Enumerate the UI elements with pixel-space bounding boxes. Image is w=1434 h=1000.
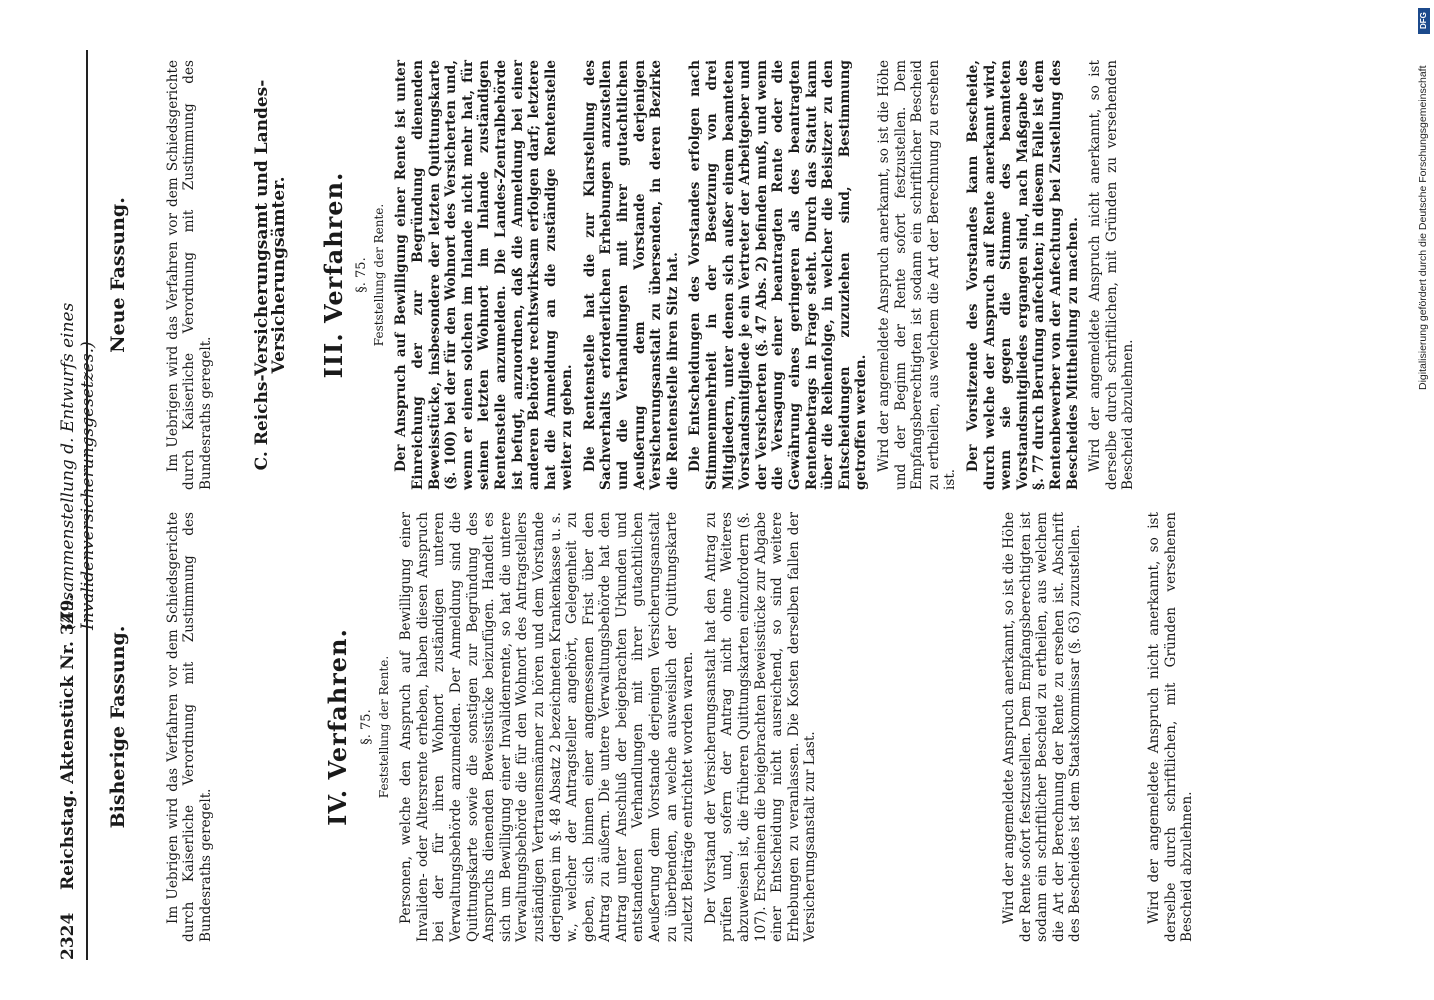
left-column-heading: Bisherige Fassung. [107, 625, 129, 829]
left-p4: Wird der angemeldete Anspruch nicht anerkannt, so ist derselbe durch schriftlichen, mit Gründen versehenen Bescheid abzulehnen. [1145, 512, 1196, 942]
page-number: 2324 [58, 912, 78, 960]
right-column-heading: Neue Fassung. [107, 197, 129, 353]
left-section-heading: IV. Verfahren. [323, 628, 353, 826]
right-p1: Der Anspruch auf Bewilligung einer Rente ist unter Einreichung der zur Begründung dienenden Beweisstücke, insbesondere der letzten Quittungskarte (§. 100) bei der für den Wohnort des Versicherten und, wenn er einen solchen im Inlande nicht mehr hat, für seinen letzten Wohnort im Inlande zuständigen Rentenstelle anzumelden. Die Landes-Zentralbehörde ist befugt, anzuordnen, daß die Anmeldung bei einer anderen Behörde rechtswirksam erfolgen darf; letztere hat die Anmeldung an die zuständige Rentenstelle weiter zu geben. [393, 60, 576, 490]
header-subtitle: (Zusammenstellung d. Entwurfs eines Invalidenversicherungsgesetzes.) [58, 302, 98, 630]
right-p4: Wird der angemeldete Anspruch anerkannt, so ist die Höhe und der Beginn der Rente sofort festzustellen. Dem Empfangsberechtigten ist sodann ein schriftlicher Bescheid zu ertheilen, aus welchem die Art der Berechnung zu ersehen ist. [875, 60, 959, 490]
left-paragraph-title: Feststellung der Rente. [376, 655, 391, 799]
right-p2: Die Rentenstelle hat die zur Klarstellung des Sachverhalts erforderlichen Erhebungen anzustellen und die Verhandlungen mit ihrer gutachtlichen Aeußerung dem Vorstande derjenigen Versicherungsanstalt zu übersenden, in deren Bezirke die Rentenstelle ihren Sitz hat. [581, 60, 681, 490]
digitization-credit [1416, 10, 1430, 990]
left-para-1: Im Uebrigen wird das Verfahren vor dem Schiedsgerichte durch Kaiserliche Verordnung mit Zustimmung des Bundesraths geregelt. [164, 512, 214, 942]
header-title: Reichstag. Aktenstück Nr. 349. [58, 593, 78, 890]
dfg-logo: DFG [1418, 8, 1430, 34]
left-p3: Wird der angemeldete Anspruch anerkannt, so ist die Höhe der Rente sofort festzustellen. Dem Empfangsberechtigten ist sodann ein schriftlicher Bescheid zu ertheilen, aus welchem die Art der Berechnung der Rente zu ersehen ist. Abschrift des Bescheides ist dem Staatskommissar (§. 63) zuzustellen. [1001, 512, 1084, 942]
right-para-1: Im Uebrigen wird das Verfahren vor dem Schiedsgerichte durch Kaiserliche Verordnung mit Zustimmung des Bundesraths geregelt. [164, 60, 214, 490]
header-rule [86, 50, 88, 960]
left-column [96, 512, 1202, 942]
credit-text: Digitalisierung gefördert durch die Deutsche Forschungsgemeinschaft [1417, 65, 1429, 390]
right-subsection-heading: C. Reichs-Versicherungsamt und Landes-Versicherungsämter. [252, 79, 289, 471]
right-p5: Der Vorsitzende des Vorstandes kann Bescheide, durch welche der Anspruch auf Rente anerkannt wird, wenn sie gegen die Stimme des beamteten Vorstandsmitgliedes ergangen sind, nach Maßgabe des §. 77 durch Berufung anfechten; in diesem Falle ist dem Rentenbewerber von der Anfechtung bei Zustellung des Bescheides Mittheilung zu machen. [964, 60, 1081, 490]
right-p6: Wird der angemeldete Anspruch nicht anerkannt, so ist derselbe durch schriftlichen, mit Gründen zu versehenden Bescheid abzulehnen. [1087, 60, 1137, 490]
right-paragraph-number: §. 75. [354, 257, 370, 293]
left-paragraph-number: §. 75. [358, 709, 374, 745]
left-p2: Der Vorstand der Versicherungsanstalt hat den Antrag zu prüfen und, sofern der Antrag nicht ohne Weiteres abzuweisen ist, die früheren Quittungskarten einzufordern (§. 107). Erscheinen die beigebrachten Beweisstücke zur Abgabe einer Entscheidung nicht ausreichend, so sind weitere Erhebungen zu veranlassen. Die Kosten derselben fallen der Versicherungsanstalt zur Last. [702, 512, 819, 942]
left-p1: Personen, welche den Anspruch auf Bewilligung einer Invaliden- oder Altersrente erheben, haben diesen Anspruch bei der für ihren Wohnort zuständigen unteren Verwaltungsbehörde anzumelden. Der Anmeldung sind die Quittungskarte sowie die sonstigen zur Begründung des Anspruchs dienenden Beweisstücke beizufügen. Handelt es sich um Bewilligung einer Invalidenrente, so hat die untere Verwaltungsbehörde die für den Wohnort des Antragstellers zuständigen Vertrauensmänner zu hören und dem Vorstande derjenigen im §. 48 Absatz 2 bezeichneten Krankenkasse u. s. w., welcher der Antragsteller angehört, Gelegenheit zu geben, sich binnen einer angemessenen Frist über den Antrag zu äußern. Die untere Verwaltungsbehörde hat den Antrag unter Anschluß der beigebrachten Urkunden und entstandenen Verhandlungen mit ihrer gutachtlichen Aeußerung dem Vorstande derjenigen Versicherungsanstalt zu überbenden, an welche ausweislich der Quittungskarte zuletzt Beiträge entrichtet worden waren. [398, 512, 697, 942]
right-column [96, 60, 1143, 490]
right-p3: Die Entscheidungen des Vorstandes erfolgen nach Stimmenmehrheit in der Besetzung von drei Mitgliedern, unter denen sich außer einem beamteten Vorstandsmitgliede je ein Vertreter der Arbeitgeber und der Versicherten (§. 47 Abs. 2) befinden muß, und wenn die Versagung einer beantragten Rente oder die Gewährung eines geringeren als des beantragten Rentenbetrags in Frage steht. Durch das Statut kann über die Reihenfolge, in welcher die Beisitzer zu den Entscheidungen zuzuziehen sind, Bestimmung getroffen werden. [687, 60, 870, 490]
right-paragraph-title: Feststellung der Rente. [371, 203, 386, 347]
right-section-heading: III. Verfahren. [318, 171, 348, 379]
